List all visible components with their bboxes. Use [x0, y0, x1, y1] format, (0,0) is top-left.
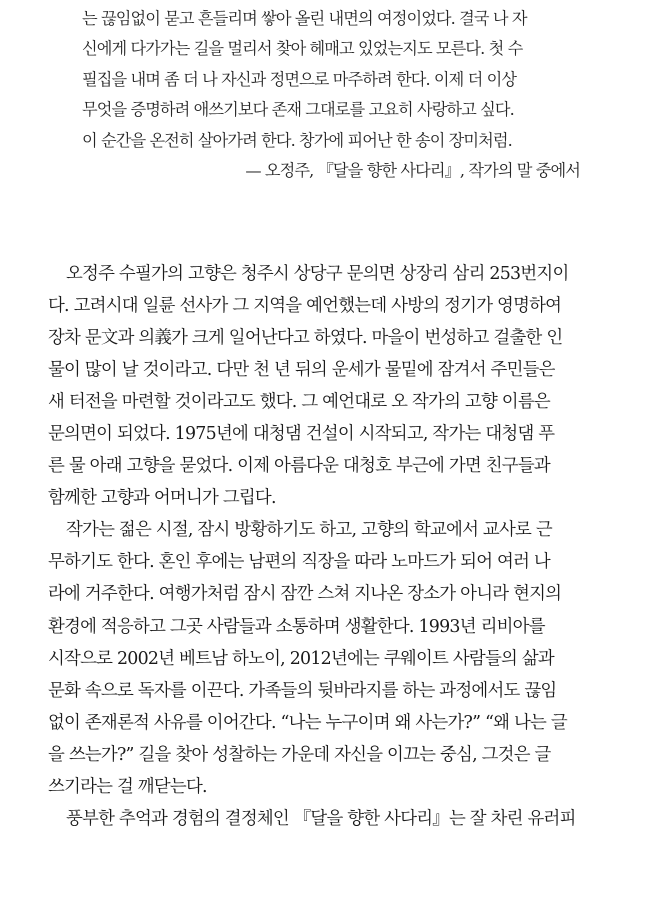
paragraph-line: 오정주 수필가의 고향은 청주시 상당구 문의면 상장리 삼리 253번지이 [66, 264, 569, 284]
quote-attribution: — 오정주, 『달을 향한 사다리』, 작가의 말 중에서 [245, 160, 580, 180]
paragraph-line: 문화 속으로 독자를 이끈다. 가족들의 뒷바라지를 하는 과정에서도 끊임 [48, 680, 557, 701]
paragraph-line: 없이 존재론적 사유를 이어간다. “나는 누구이며 왜 사는가?” “왜 나는 글 [48, 712, 567, 733]
paragraph-line: 함께한 고향과 어머니가 그립다. [48, 488, 276, 509]
quote-line: 필집을 내며 좀 더 나 자신과 정면으로 마주하려 한다. 이제 더 이상 [82, 69, 517, 89]
body-text [48, 258, 616, 835]
paragraph-line: 새 터전을 마련할 것이라고도 했다. 그 예언대로 오 작가의 고향 이름은 [48, 392, 550, 413]
quote-line: 신에게 다가가는 길을 멀리서 찾아 헤매고 있었는지도 모른다. 첫 수 [82, 39, 523, 59]
paragraph-line: 을 쓰는가?” 길을 찾아 성찰하는 가운데 자신을 이끄는 중심, 그것은 글 [48, 744, 551, 765]
paragraph-line: 물이 많이 날 것이라고. 다만 천 년 뒤의 운세가 물밑에 잠겨서 주민들은 [48, 360, 555, 381]
paragraph-line: 문의면이 되었다. 1975년에 대청댐 건설이 시작되고, 작가는 대청댐 푸 [48, 424, 555, 445]
paragraph-line: 장차 문文과 의義가 크게 일어난다고 하였다. 마을이 번성하고 걸출한 인 [48, 328, 563, 349]
quote-line: 무엇을 증명하려 애쓰기보다 존재 그대로를 고요히 사랑하고 싶다. [82, 100, 514, 120]
quote-line: 는 끊임없이 묻고 흔들리며 쌓아 올린 내면의 여정이었다. 결국 나 자 [82, 9, 527, 28]
paragraph-line: 무하기도 한다. 혼인 후에는 남편의 직장을 따라 노마드가 되어 여러 나 [48, 552, 550, 573]
paragraph-line: 쓰기라는 걸 깨닫는다. [48, 776, 207, 797]
paragraph-line: 시작으로 2002년 베트남 하노이, 2012년에는 쿠웨이트 사람들의 삶과 [48, 648, 554, 669]
paragraph-line: 환경에 적응하고 그곳 사람들과 소통하며 생활한다. 1993년 리비아를 [48, 616, 545, 637]
paragraph-line: 다. 고려시대 일륜 선사가 그 지역을 예언했는데 사방의 정기가 영명하여 [48, 296, 562, 317]
paragraph-line: 른 물 아래 고향을 묻었다. 이제 아름다운 대청호 부근에 가면 친구들과 [48, 456, 550, 477]
quote-line: 이 순간을 온전히 살아가려 한다. 창가에 피어난 한 송이 장미처럼. [82, 130, 512, 150]
paragraph-line: 라에 거주한다. 여행가처럼 잠시 잠깐 스쳐 지나온 장소가 아니라 현지의 [48, 584, 562, 605]
paragraph-line: 풍부한 추억과 경험의 결정체인 『달을 향한 사다리』는 잘 차린 유러피 [66, 808, 576, 829]
paragraph-line: 작가는 젊은 시절, 잠시 방황하기도 하고, 고향의 학교에서 교사로 근 [66, 520, 552, 541]
epigraph-quote [82, 4, 582, 186]
